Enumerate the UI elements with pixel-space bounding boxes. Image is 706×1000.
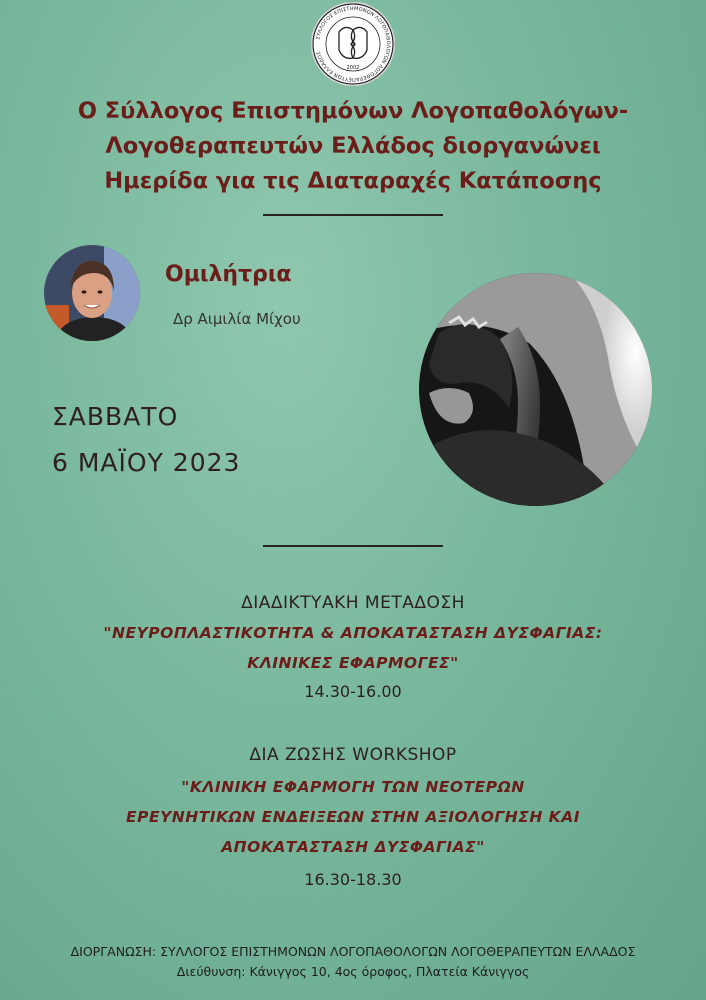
logo-emblem-icon <box>311 2 395 86</box>
footer-organizer: ΔΙΟΡΓΑΝΩΣΗ: ΣΥΛΛΟΓΟΣ ΕΠΙΣΤΗΜΟΝΩΝ ΛΟΓΟΠΑΘΟΛΟΓΩΝ ΛΟΓΟΘΕΡΑΠΕΥΤΩΝ ΕΛΛΑΔΟΣ <box>70 944 636 959</box>
divider-middle <box>263 545 443 547</box>
event-date: 6 ΜΑΪΟΥ 2023 <box>52 448 241 477</box>
swallow-xray-image <box>419 273 652 506</box>
session2-title-line-1: "ΚΛΙΝΙΚΗ ΕΦΑΡΜΟΓΗ ΤΩΝ ΝΕΟΤΕΡΩΝ <box>181 778 525 796</box>
session2-time: 16.30-18.30 <box>304 870 402 889</box>
session1-title-line-1: "ΝΕΥΡΟΠΛΑΣΤΙΚΟΤΗΤΑ & ΑΠΟΚΑΤΑΣΤΑΣΗ ΔΥΣΦΑΓΙΑΣ: <box>103 624 603 642</box>
session2-heading: ΔΙΑ ΖΩΣΗΣ WORKSHOP <box>249 745 457 765</box>
speaker-label: Ομιλήτρια <box>165 262 292 287</box>
title-line-1: Ο Σύλλογος Επιστημόνων Λογοπαθολόγων- <box>77 98 629 124</box>
title-line-2: Λογοθεραπευτών Ελλάδος διοργανώνει <box>105 133 601 159</box>
association-logo <box>311 2 395 86</box>
session1-heading: ΔΙΑΔΙΚΤΥΑΚΗ ΜΕΤΑΔΟΣΗ <box>241 593 465 613</box>
speaker-avatar <box>44 245 140 341</box>
logo-ring-text: ΣΥΛΛΟΓΟΣ ΕΠΙΣΤΗΜΟΝΩΝ ΛΟΓΟΠΑΘΟΛΟΓΩΝ ΛΟΓΟΘΕΡΑΠΕΥΤΩΝ ΕΛΛΑΔΟΣ <box>315 5 392 83</box>
session2-title-line-3: ΑΠΟΚΑΤΑΣΤΑΣΗ ΔΥΣΦΑΓΙΑΣ" <box>221 838 485 856</box>
title-line-3: Ημερίδα για τις Διαταραχές Κατάποσης <box>104 168 602 194</box>
event-title <box>0 94 706 199</box>
event-day: ΣΑΒΒΑΤΟ <box>52 402 179 431</box>
speaker-name: Δρ Αιμιλία Μίχου <box>173 310 301 328</box>
session2-title-line-2: ΕΡΕΥΝΗΤΙΚΩΝ ΕΝΔΕΙΞΕΩΝ ΣΤΗΝ ΑΞΙΟΛΟΓΗΣΗ ΚΑΙ <box>126 808 580 826</box>
session1-title-line-2: ΚΛΙΝΙΚΕΣ ΕΦΑΡΜΟΓΕΣ" <box>247 654 459 672</box>
divider-top <box>263 214 443 216</box>
session1-time: 14.30-16.00 <box>304 682 402 701</box>
footer-address: Διεύθυνση: Κάνιγγος 10, 4ος όροφος, Πλατεία Κάνιγγος <box>176 964 530 979</box>
logo-year: 2002 <box>346 65 360 71</box>
